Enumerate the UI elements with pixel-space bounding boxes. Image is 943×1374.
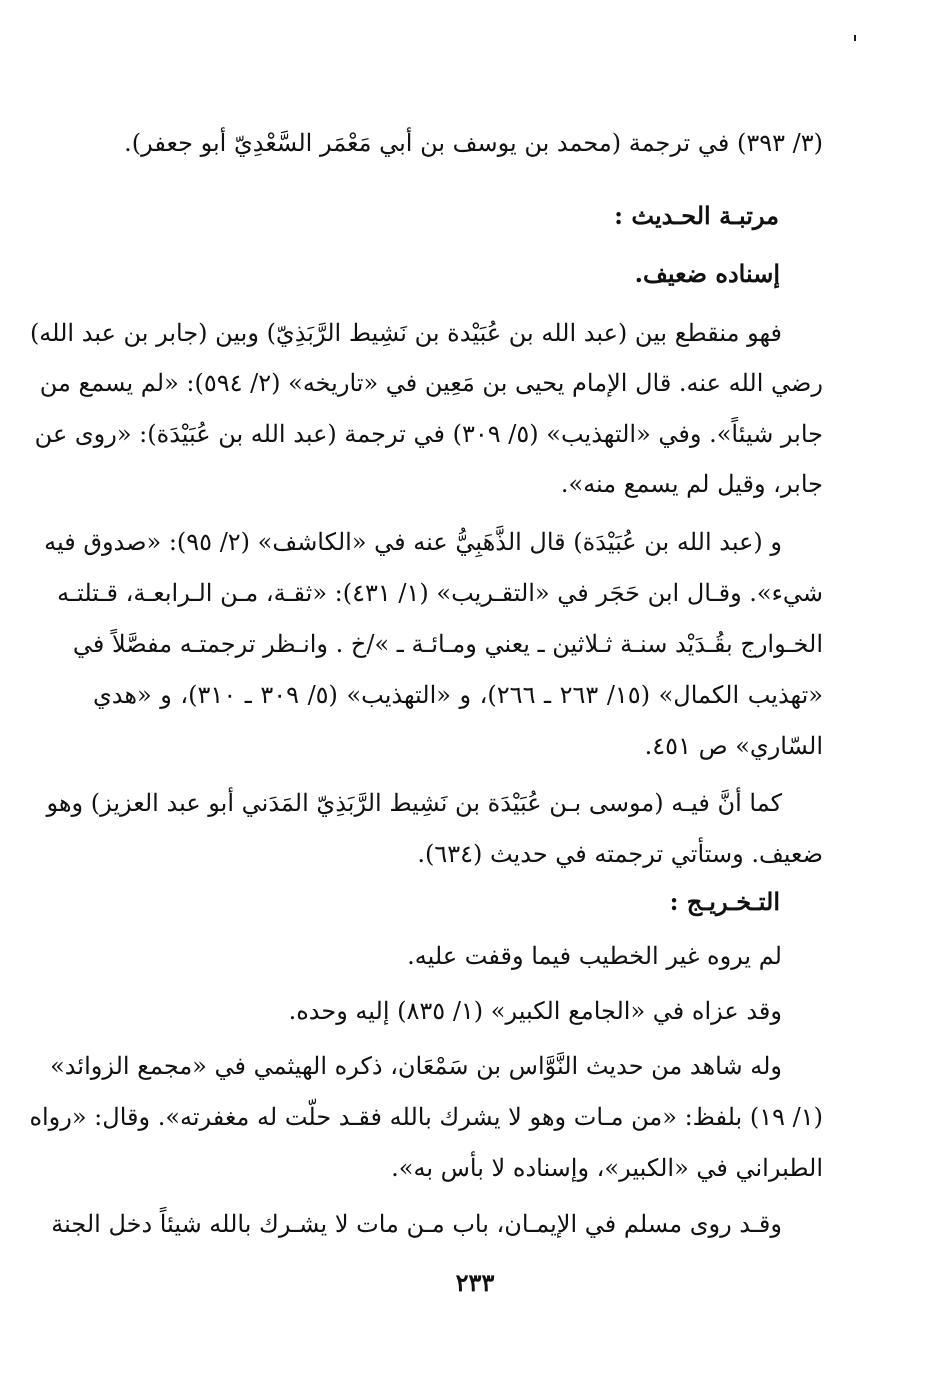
- paragraph-4-line-2: (١/ ١٩) بلفظ: «من مـات وهو لا يشرك بالله فقـد حلّت له مغفرته». وقال: «رواه: [29, 1103, 823, 1131]
- paragraph-2-line-1: و (عبد الله بن عُبَيْدَة) قال الذَّهَبِيُّ عنه في «الكاشف» (٢/ ٩٥): «صدوق فيه: [44, 528, 782, 556]
- paragraph-4-line-3: الطبراني في «الكبير»، وإسناده لا بأس به».: [391, 1154, 823, 1182]
- paragraph-4-line-1: وله شاهد من حديث النَّوَّاس بن سَمْعَان، ذكره الهيثمي في «مجمع الزوائد»: [50, 1052, 782, 1080]
- takhrij-line-1: لم يروه غير الخطيب فيما وقفت عليه.: [407, 942, 782, 970]
- takhrij-heading: التـخـريـج :: [669, 887, 780, 916]
- rank-line: إسناده ضعيف.: [634, 259, 780, 288]
- paragraph-5-line-1: وقـد روى مسلم في الإيمـان، باب مـن مات لا يشـرك بالله شيئاً دخل الجنة: [51, 1210, 782, 1238]
- paragraph-1-line-4: جابر، وقيل لم يسمع منه».: [560, 470, 823, 498]
- paragraph-2-line-4: «تهذيب الكمال» (١٥/ ٢٦٣ ـ ٢٦٦)، و «التهذيب» (٥/ ٣٠٩ ـ ٣١٠)، و «هدي: [93, 681, 823, 709]
- paragraph-2-line-5: السّاري» ص ٤٥١.: [644, 732, 823, 760]
- takhrij-line-2: وقد عزاه في «الجامع الكبير» (١/ ٨٣٥) إليه وحده.: [288, 997, 782, 1025]
- paragraph-1-line-3: جابر شيئاً». وفي «التهذيب» (٥/ ٣٠٩) في ترجمة (عبد الله بن عُبَيْدَة): «روى عن: [34, 420, 823, 448]
- top-note: (٣/ ٣٩٣) في ترجمة (محمد بن يوسف بن أبي مَعْمَر السَّعْدِيّ أبو جعفر).: [124, 129, 823, 157]
- paragraph-3-line-2: ضعيف. وستأتي ترجمته في حديث (٦٣٤).: [417, 840, 823, 868]
- paragraph-2-line-2: شيء». وقـال ابن حَجَر في «التقـريب» (١/ ٤٣١): «ثقـة، مـن الـرابعـة، قـتلتـه: [57, 579, 823, 607]
- page-number: ٢٣٣: [455, 1268, 495, 1297]
- top-right-mark: [854, 35, 856, 41]
- paragraph-2-line-3: الخـوارج بقُـدَيْد سنـة ثـلاثين ـ يعني ومـائـة ـ »/خ . وانـظر ترجمتـه مفصَّلاً في: [72, 630, 823, 658]
- paragraph-3-line-1: كما أنَّ فيـه (موسى بـن عُبَيْدَة بن نَشِيط الرَّبَذِيّ المَدَني أبو عبد العزيز) وهو: [46, 789, 782, 817]
- paragraph-1-line-1: فهو منقطع بين (عبد الله بن عُبَيْدة بن نَشِيط الرَّبَذِيّ) وبين (جابر بن عبد الله): [29, 319, 782, 347]
- rank-heading: مرتبـة الحـديث :: [614, 201, 779, 230]
- paragraph-1-line-2: رضي الله عنه. قال الإمام يحيى بن مَعِين في «تاريخه» (٢/ ٥٩٤): «لم يسمع من: [39, 369, 823, 397]
